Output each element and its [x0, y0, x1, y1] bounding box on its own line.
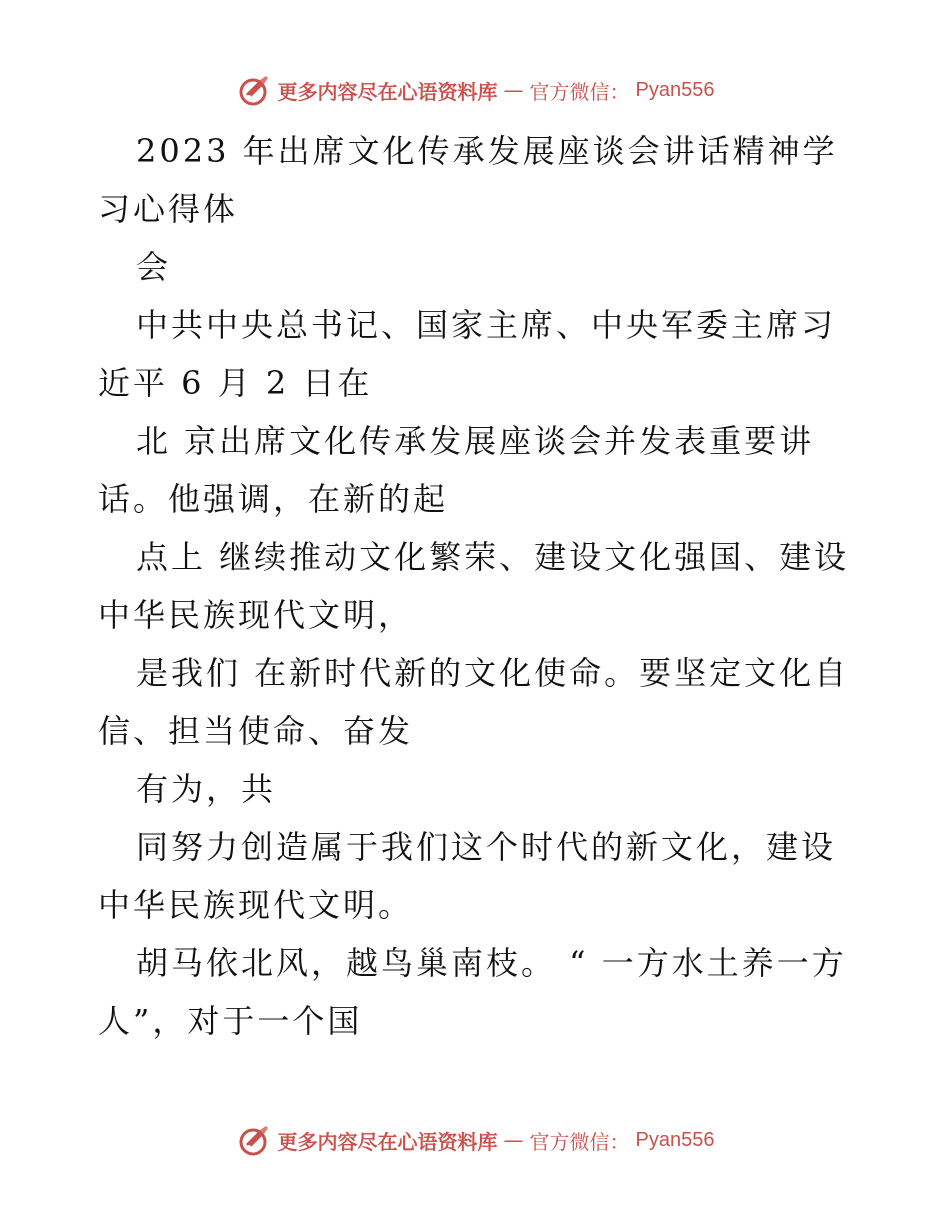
pen-logo-icon [236, 72, 272, 108]
banner-wechat-label: 官方微信： [529, 79, 630, 104]
footer-banner [0, 1120, 950, 1160]
paragraph-line: 中共中央总书记、国家主席、中央军委主席习近平 6 月 2 日在 [98, 306, 837, 402]
paragraph-line: 北 京出席文化传承发展座谈会并发表重要讲话。他强调，在新的起 [98, 422, 815, 518]
paragraph-line: 有为，共 [136, 770, 277, 808]
paragraph-line: 点上 继续推动文化繁荣、建设文化强国、建设中华民族现代文明， [98, 538, 850, 634]
banner-text: 更多内容尽在心语资料库 [277, 79, 498, 104]
document-body [98, 122, 858, 1050]
pen-logo-icon [236, 1122, 272, 1158]
banner-text: 更多内容尽在心语资料库 [277, 1129, 498, 1154]
paragraph-line: 是我们 在新时代新的文化使命。要坚定文化自信、担当使命、奋发 [98, 654, 850, 750]
banner-wechat-id: Pyan556 [635, 78, 715, 101]
banner-separator: — [503, 1128, 524, 1152]
paragraph-line: 同努力创造属于我们这个时代的新文化，建设中华民族现代文明。 [98, 828, 837, 924]
title-line: 2023 年出席文化传承发展座谈会讲话精神学习心得体 [98, 132, 838, 228]
banner-separator: — [503, 78, 524, 102]
paragraph-line: 胡马依北风，越鸟巢南枝。 “ 一方水土养一方人”，对于一个国 [98, 944, 847, 1040]
banner-wechat-id: Pyan556 [635, 1128, 715, 1151]
paragraph-line: 会 [136, 248, 172, 286]
header-banner [0, 70, 950, 110]
banner-wechat-label: 官方微信： [529, 1129, 630, 1154]
